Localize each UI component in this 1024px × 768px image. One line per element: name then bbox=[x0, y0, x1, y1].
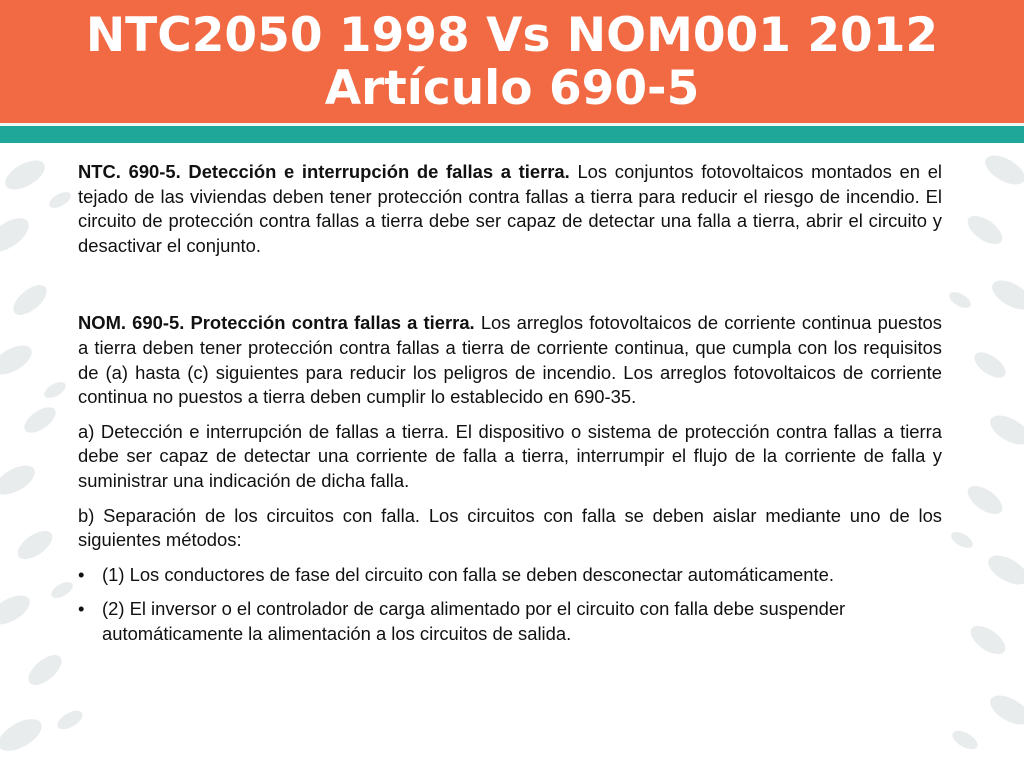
ntc-paragraph bbox=[78, 160, 942, 258]
bullet-glyph: • bbox=[78, 598, 85, 620]
bullet-item bbox=[78, 563, 942, 588]
slide-content bbox=[78, 160, 942, 647]
nom-paragraph bbox=[78, 311, 942, 409]
nom-item-a: a) Detección e interrupción de fallas a tierra. El dispositivo o sistema de protección contra fallas a tierra debe ser capaz de detectar una corriente de falla a tierra, interrumpir el flujo de la corriente de falla y suministrar una indicación de dicha falla. bbox=[78, 420, 942, 491]
ntc-heading: NTC. 690-5. Detección e interrupción de fallas a tierra. bbox=[78, 161, 570, 182]
bullet-item bbox=[78, 597, 942, 646]
nom-item-b: b) Separación de los circuitos con falla. Los circuitos con falla se deben aislar mediante uno de los siguientes métodos: bbox=[78, 504, 942, 551]
bullet-text: (1) Los conductores de fase del circuito con falla se deben desconectar automáticamente. bbox=[102, 563, 834, 585]
title-banner bbox=[0, 0, 1024, 123]
slide-title-line-2: Artículo 690-5 bbox=[324, 60, 700, 116]
slide-title-line-1: NTC2050 1998 Vs NOM001 2012 bbox=[85, 7, 939, 63]
bullet-text: (2) El inversor o el controlador de carga alimentado por el circuito con falla debe suspender automáticamente la alimentación a los circuitos de salida. bbox=[102, 598, 846, 644]
ntc-body: Los conjuntos fotovoltaicos montados en el tejado de las viviendas deben tener protección contra fallas a tierra para reducir el riesgo de incendio. El circuito de protección contra fallas a tierra debe ser capaz de detectar una falla a tierra, abrir el circuito y desactivar el conjunto. bbox=[78, 161, 943, 256]
header-divider-bar bbox=[0, 123, 1024, 143]
nom-body: Los arreglos fotovoltaicos de corriente continua puestos a tierra deben tener protección contra fallas a tierra de corriente continua, que cumpla con los requisitos de (a) hasta (c) siguientes para reducir los peligros de incendio. Los arreglos fotovoltaicos de corriente continua no puestos a tierra deben cumplir lo establecido en 690-35. bbox=[78, 312, 942, 408]
bullet-glyph: • bbox=[78, 563, 85, 585]
nom-heading: NOM. 690-5. Protección contra fallas a tierra. bbox=[78, 312, 475, 334]
